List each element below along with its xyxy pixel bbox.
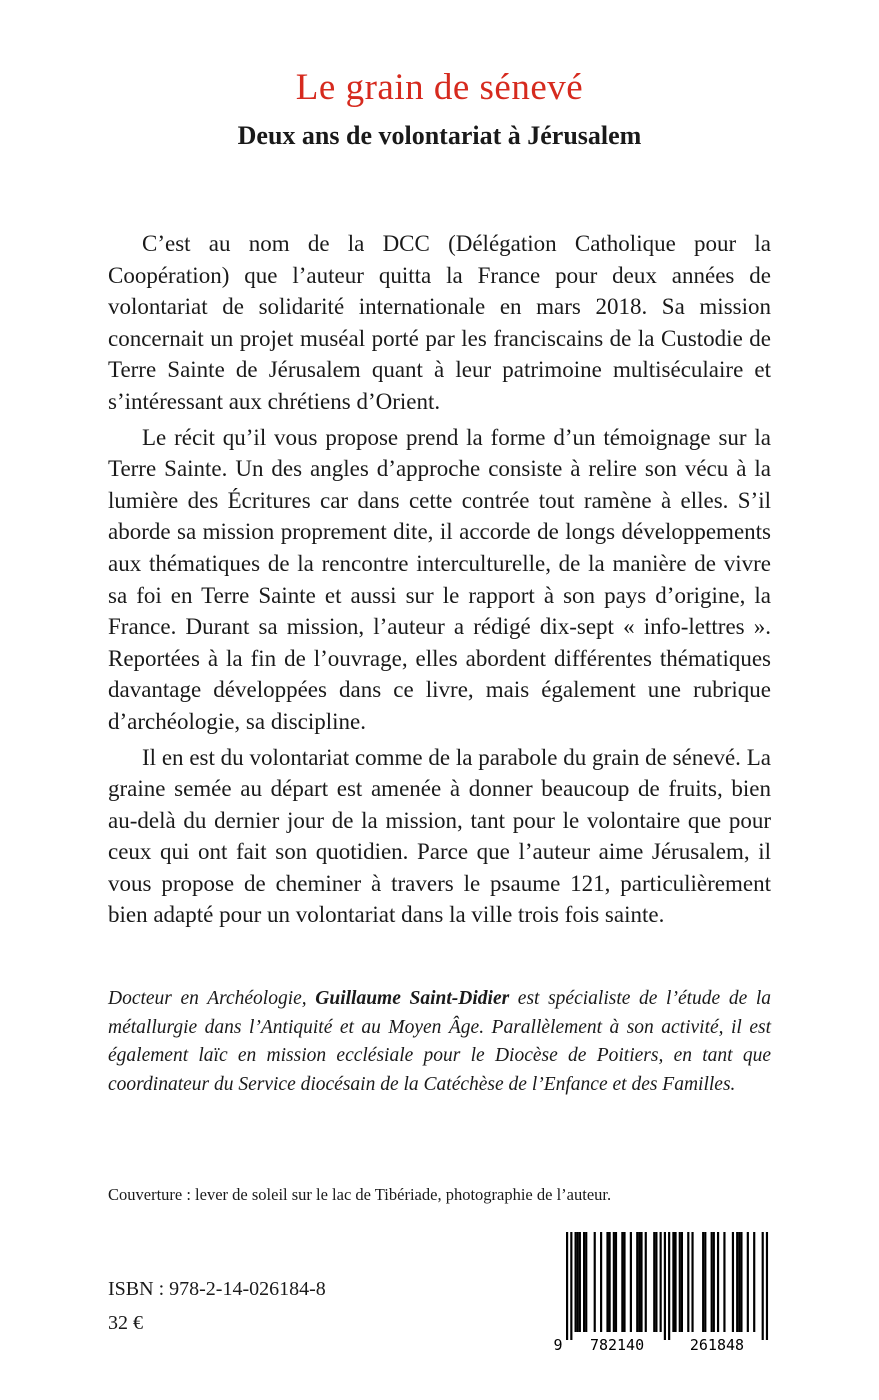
barcode-bar [655,1232,657,1332]
barcode-bar [575,1232,577,1332]
barcode-bar [606,1232,608,1332]
barcode-bar [687,1232,689,1332]
barcode-bar [704,1232,706,1332]
cover-credit: Couverture : lever de soleil sur le lac de Tibériade, photographie de l’auteur. [108,1185,612,1204]
barcode-bar [613,1232,615,1332]
barcode-bar [717,1232,719,1332]
barcode-bar [570,1232,572,1340]
blurb-paragraph-1: C’est au nom de la DCC (Délégation Catholique pour la Coopération) que l’auteur quitta la France pour deux années de volontariat de solidarité internationale en mars 2018. Sa mission concernait un projet muséal porté par les franciscains de la Custodie de Terre Sainte de Jérusalem quant à leur patrimoine multiséculaire et s’intéressant aux chrétiens d’Orient. [108,231,771,414]
barcode-bar [681,1232,683,1332]
barcode-bar [740,1232,742,1332]
barcode-icon [552,1228,772,1354]
barcode-bar [747,1232,749,1332]
barcode-bar [702,1232,704,1332]
barcode-bar [600,1232,602,1332]
bio-rest: est spécialiste de l’étude de la métallurgie dans l’Antiquité et au Moyen Âge. Parallèlement à son activité, il est également laïc en mission ecclésiale pour le Diocèse de Poitiers, en tant que coordinateur du Service diocésain de la Catéchèse de l’Enfance et des Familles. [108,988,772,1095]
barcode-bar [738,1232,740,1332]
barcode-digits: 9 [553,1336,563,1354]
price: 32 € [108,1312,143,1334]
blurb [108,228,771,935]
barcode-bar [645,1232,647,1332]
barcode-bar [713,1232,715,1332]
barcode-bar [723,1232,725,1332]
barcode-bar [623,1232,625,1332]
barcode-bar [594,1232,596,1332]
isbn: ISBN : 978-2-14-026184-8 [108,1278,326,1300]
blurb-paragraph-3: Il en est du volontariat comme de la parabole du grain de sénevé. La graine semée au départ est amenée à donner beaucoup de fruits, bien au-delà du dernier jour de la mission, tant pour le volontaire que pour ceux qui ont fait son quotidien. Parce que l’auteur aime Jérusalem, il vous propose de cheminer à travers le psaume 121, particulièrement bien adapté pour un volontariat dans la ville trois fois sainte. [108,744,771,928]
barcode-bar [660,1232,662,1332]
bio-prefix: Docteur en Archéologie, [108,988,316,1009]
barcode-bar [638,1232,640,1332]
barcode-bar [711,1232,713,1332]
book-subtitle: Deux ans de volontariat à Jérusalem [237,121,642,150]
barcode-bar [732,1232,734,1332]
barcode-bar [766,1232,768,1340]
barcode-bar [579,1232,581,1332]
barcode-bar [736,1232,738,1332]
barcode-bar [668,1232,670,1340]
book-title: Le grain de sénevé [295,67,584,108]
author-name: Guillaume Saint-Didier [315,988,510,1009]
barcode-bar [640,1232,642,1332]
barcode-digits: 261848 [689,1336,745,1354]
barcode-bar [621,1232,623,1332]
barcode-bar [672,1232,674,1332]
blurb-paragraph-2: Le récit qu’il vous propose prend la forme d’un témoignage sur la Terre Sainte. Un des angles d’approche consiste à relire son vécu à la lumière des Écritures car dans cette contrée tout ramène à elles. S’il aborde sa mission proprement dite, il accorde de longs développements aux thématiques de la rencontre interculturelle, de la manière de vivre sa foi en Terre Sainte et aussi sur le rapport à son pays d’origine, la France. Durant sa mission, l’auteur a rédigé dix-sept « info-lettres ». Reportées à la fin de l’ouvrage, elles abordent différentes thématiques davantage développées dans ce livre, mais également une rubrique d’archéologie, sa discipline. [108,424,771,734]
barcode-bar [577,1232,579,1332]
barcode-bar [636,1232,638,1332]
barcode-digits: 782140 [589,1336,645,1354]
barcode-bar [753,1232,755,1332]
barcode-bar [630,1232,632,1332]
barcode-bar [691,1232,693,1332]
author-bio [108,985,771,1099]
barcode-bar [609,1232,611,1332]
barcode-bar [664,1232,666,1340]
barcode-bar [679,1232,681,1332]
barcode-bar [762,1232,764,1340]
barcode-bar [653,1232,655,1332]
barcode-bar [585,1232,587,1332]
barcode-bar [566,1232,568,1340]
barcode-bar [615,1232,617,1332]
barcode-bar [674,1232,676,1332]
barcode-bar [583,1232,585,1332]
